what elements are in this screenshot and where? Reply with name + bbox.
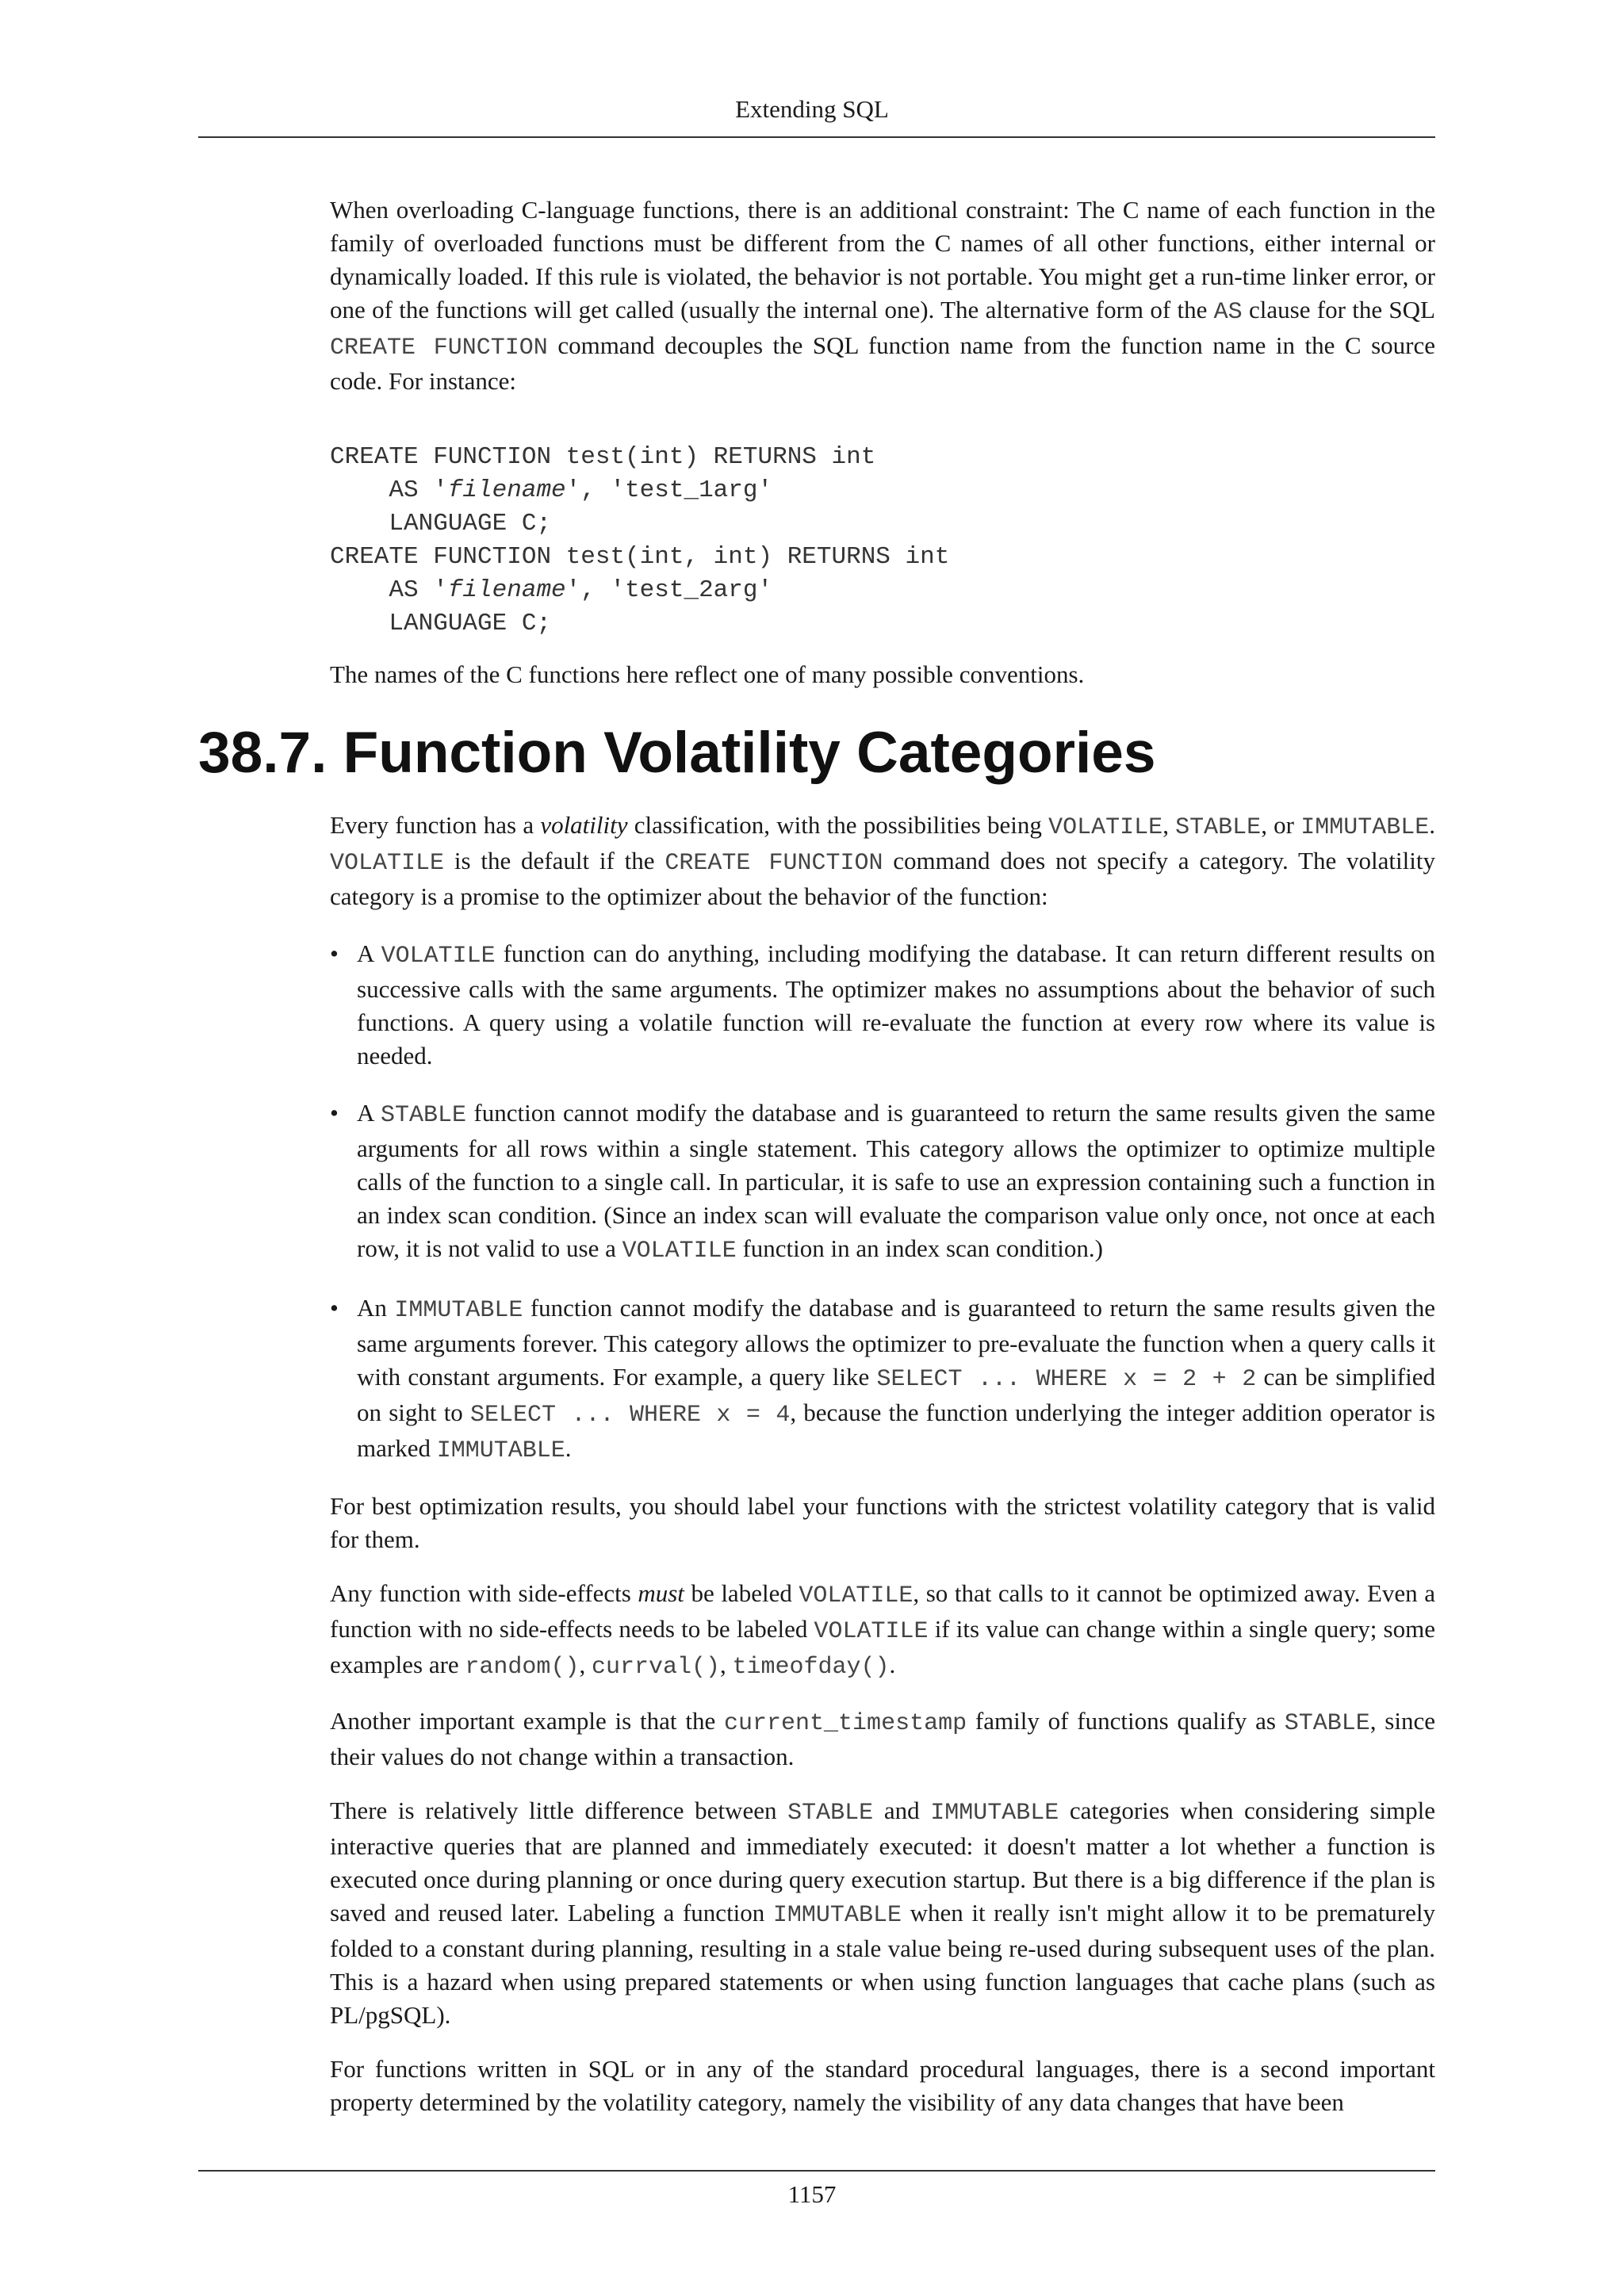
code-line: LANGUAGE C; bbox=[330, 610, 552, 637]
code-line bbox=[330, 474, 1435, 507]
text-span: clause for the SQL bbox=[1242, 296, 1435, 323]
code-literal: IMMUTABLE bbox=[1300, 814, 1430, 841]
page-number: 1157 bbox=[787, 2180, 837, 2208]
text-span: There is relatively little difference between bbox=[330, 1797, 788, 1824]
code-literal: VOLATILE bbox=[381, 943, 496, 970]
list-item-text bbox=[357, 937, 1435, 1073]
list-item-volatile bbox=[330, 937, 1435, 1073]
code-literal: AS bbox=[1213, 299, 1243, 326]
code-literal: STABLE bbox=[787, 1800, 874, 1827]
intro-closing-paragraph: The names of the C functions here reflect one of many possible conventions. bbox=[330, 660, 1085, 688]
text-span: function can do anything, including modifying the database. It can return different results on successive calls with the same arguments. The optimizer makes no assumptions about the behavior of such functions. A query using a volatile function will re-evaluate the function at every row where its value is needed. bbox=[357, 939, 1435, 1070]
emphasis: must bbox=[638, 1579, 684, 1607]
code-literal: VOLATILE bbox=[814, 1618, 929, 1645]
code-placeholder: filename bbox=[447, 476, 566, 504]
list-item-stable bbox=[330, 1096, 1435, 1268]
text-span: be labeled bbox=[684, 1579, 799, 1607]
text-span: command does not specify a category. The volatility category is a promise to the optimizer about the behavior of the function: bbox=[330, 847, 1435, 910]
text-span: . bbox=[1429, 811, 1436, 839]
list-item-immutable bbox=[330, 1292, 1435, 1468]
volatility-section bbox=[330, 809, 1435, 2119]
text-span: , since their values do not change within a transaction. bbox=[330, 1707, 1436, 1770]
text-span: Any function with side-effects bbox=[330, 1579, 638, 1607]
code-literal: random() bbox=[465, 1654, 580, 1681]
code-span: ', 'test_1arg' bbox=[565, 476, 773, 504]
volatility-list bbox=[330, 937, 1435, 1468]
text-span: A bbox=[357, 939, 381, 967]
code-literal: IMMUTABLE bbox=[436, 1437, 565, 1464]
optimization-paragraph: For best optimization results, you should label your functions with the strictest volatility category that is valid for them. bbox=[330, 1492, 1435, 1553]
text-span: A bbox=[357, 1099, 381, 1127]
text-span: . bbox=[889, 1651, 896, 1678]
text-span: , bbox=[719, 1651, 733, 1678]
text-span: When overloading C-language functions, there is an additional constraint: The C name of each function in the family of overloaded functions must be different from the C names of all other functions, either internal or dynamically loaded. If this rule is violated, the behavior is not portable. You might get a run-time linker error, or one of the functions will get called (usually the internal one). The alternative form of the bbox=[330, 196, 1435, 323]
code-literal: IMMUTABLE bbox=[394, 1297, 523, 1324]
bullet-icon: • bbox=[330, 1294, 339, 1322]
code-span: AS ' bbox=[330, 576, 448, 604]
code-literal: current_timestamp bbox=[724, 1710, 967, 1737]
code-literal: IMMUTABLE bbox=[772, 1902, 902, 1929]
text-span: and bbox=[873, 1797, 931, 1824]
code-literal: VOLATILE bbox=[330, 850, 445, 877]
code-span: AS ' bbox=[330, 476, 448, 504]
text-span: when it really isn't might allow it to be prematurely folded to a constant during planning, resulting in a stale value being re-used during subsequent uses of the plan. This is a hazard when using prepared statements or when using function languages that cache plans (such as PL/pgSQL). bbox=[330, 1899, 1435, 2029]
text-span: , bbox=[579, 1651, 592, 1678]
text-span: An bbox=[357, 1294, 395, 1322]
bullet-icon: • bbox=[330, 939, 339, 967]
text-span: , or bbox=[1261, 811, 1301, 839]
list-item-text bbox=[357, 1292, 1435, 1468]
text-span: , bbox=[1162, 811, 1176, 839]
code-line: CREATE FUNCTION test(int) RETURNS int bbox=[330, 443, 876, 471]
code-literal: VOLATILE bbox=[1048, 814, 1163, 841]
text-span: family of functions qualify as bbox=[967, 1707, 1285, 1735]
volatility-intro-paragraph bbox=[330, 809, 1435, 913]
timestamp-paragraph bbox=[330, 1705, 1435, 1774]
code-literal: STABLE bbox=[1284, 1710, 1370, 1737]
code-line: LANGUAGE C; bbox=[330, 510, 552, 538]
code-literal: CREATE FUNCTION bbox=[665, 850, 883, 877]
intro-paragraph bbox=[330, 193, 1435, 398]
text-span: Every function has a bbox=[330, 811, 541, 839]
code-literal: VOLATILE bbox=[799, 1582, 914, 1609]
stable-vs-immutable-paragraph bbox=[330, 1794, 1435, 2032]
code-literal: STABLE bbox=[381, 1102, 467, 1129]
text-span: . bbox=[565, 1434, 572, 1462]
emphasis: volatility bbox=[540, 811, 628, 839]
code-literal: STABLE bbox=[1175, 814, 1262, 841]
text-span: , so that calls to it cannot be optimized away. Even a function with no side-effects needs to be labeled bbox=[330, 1579, 1436, 1643]
code-literal: currval() bbox=[591, 1654, 720, 1681]
text-span: function cannot modify the database and is guaranteed to return the same results given the same arguments forever. This category allows the optimizer to pre-evaluate the function when a query calls it with constant arguments. For example, a query like bbox=[357, 1294, 1435, 1391]
text-span: function in an index scan condition.) bbox=[736, 1234, 1103, 1262]
code-line: CREATE FUNCTION test(int, int) RETURNS int bbox=[330, 543, 950, 571]
code-placeholder: filename bbox=[447, 576, 566, 604]
side-effects-paragraph bbox=[330, 1577, 1435, 1684]
text-span: is the default if the bbox=[444, 847, 665, 874]
list-item-text bbox=[357, 1096, 1435, 1268]
code-literal: IMMUTABLE bbox=[930, 1800, 1059, 1827]
code-literal: VOLATILE bbox=[622, 1238, 737, 1265]
bullet-icon: • bbox=[330, 1099, 339, 1127]
running-header: Extending SQL bbox=[735, 95, 889, 123]
procedural-languages-paragraph: For functions written in SQL or in any of the standard procedural languages, there is a second important property determined by the volatility category, namely the visibility of any data changes that have been bbox=[330, 2055, 1435, 2116]
text-span: , because the function underlying the integer addition operator is marked bbox=[357, 1399, 1435, 1462]
code-literal: CREATE FUNCTION bbox=[330, 335, 548, 362]
code-literal: SELECT ... WHERE x = 4 bbox=[470, 1402, 791, 1429]
text-span: command decouples the SQL function name from the function name in the C source code. For instance: bbox=[330, 331, 1436, 395]
header-rule bbox=[198, 136, 1435, 138]
text-span: categories when considering simple interactive queries that are planned and immediately executed: it doesn't matter a lot whether a function is executed once during planning or once during query execution startup. But there is a big difference if the plan is saved and reused later. Labeling a function bbox=[330, 1797, 1435, 1927]
section-heading: 38.7. Function Volatility Categories bbox=[198, 721, 1156, 785]
intro-section bbox=[330, 193, 1435, 691]
text-span: classification, with the possibilities being bbox=[627, 811, 1049, 839]
code-span: ', 'test_2arg' bbox=[565, 576, 773, 604]
code-literal: timeofday() bbox=[732, 1654, 890, 1681]
text-span: can be simplified on sight to bbox=[357, 1363, 1435, 1426]
code-literal: SELECT ... WHERE x = 2 + 2 bbox=[876, 1366, 1257, 1393]
text-span: function cannot modify the database and is guaranteed to return the same results given the same arguments for all rows within a single statement. This category allows the optimizer to optimize multiple calls of the function to a single call. In particular, it is safe to use an expression containing such a function in an index scan condition. (Since an index scan will evaluate the comparison value only once, not once at each row, it is not valid to use a bbox=[357, 1099, 1435, 1262]
code-line bbox=[330, 574, 1435, 607]
text-span: if its value can change within a single query; some examples are bbox=[330, 1615, 1435, 1678]
text-span: Another important example is that the bbox=[330, 1707, 725, 1735]
footer-rule bbox=[198, 2170, 1435, 2172]
code-block bbox=[330, 441, 1435, 641]
